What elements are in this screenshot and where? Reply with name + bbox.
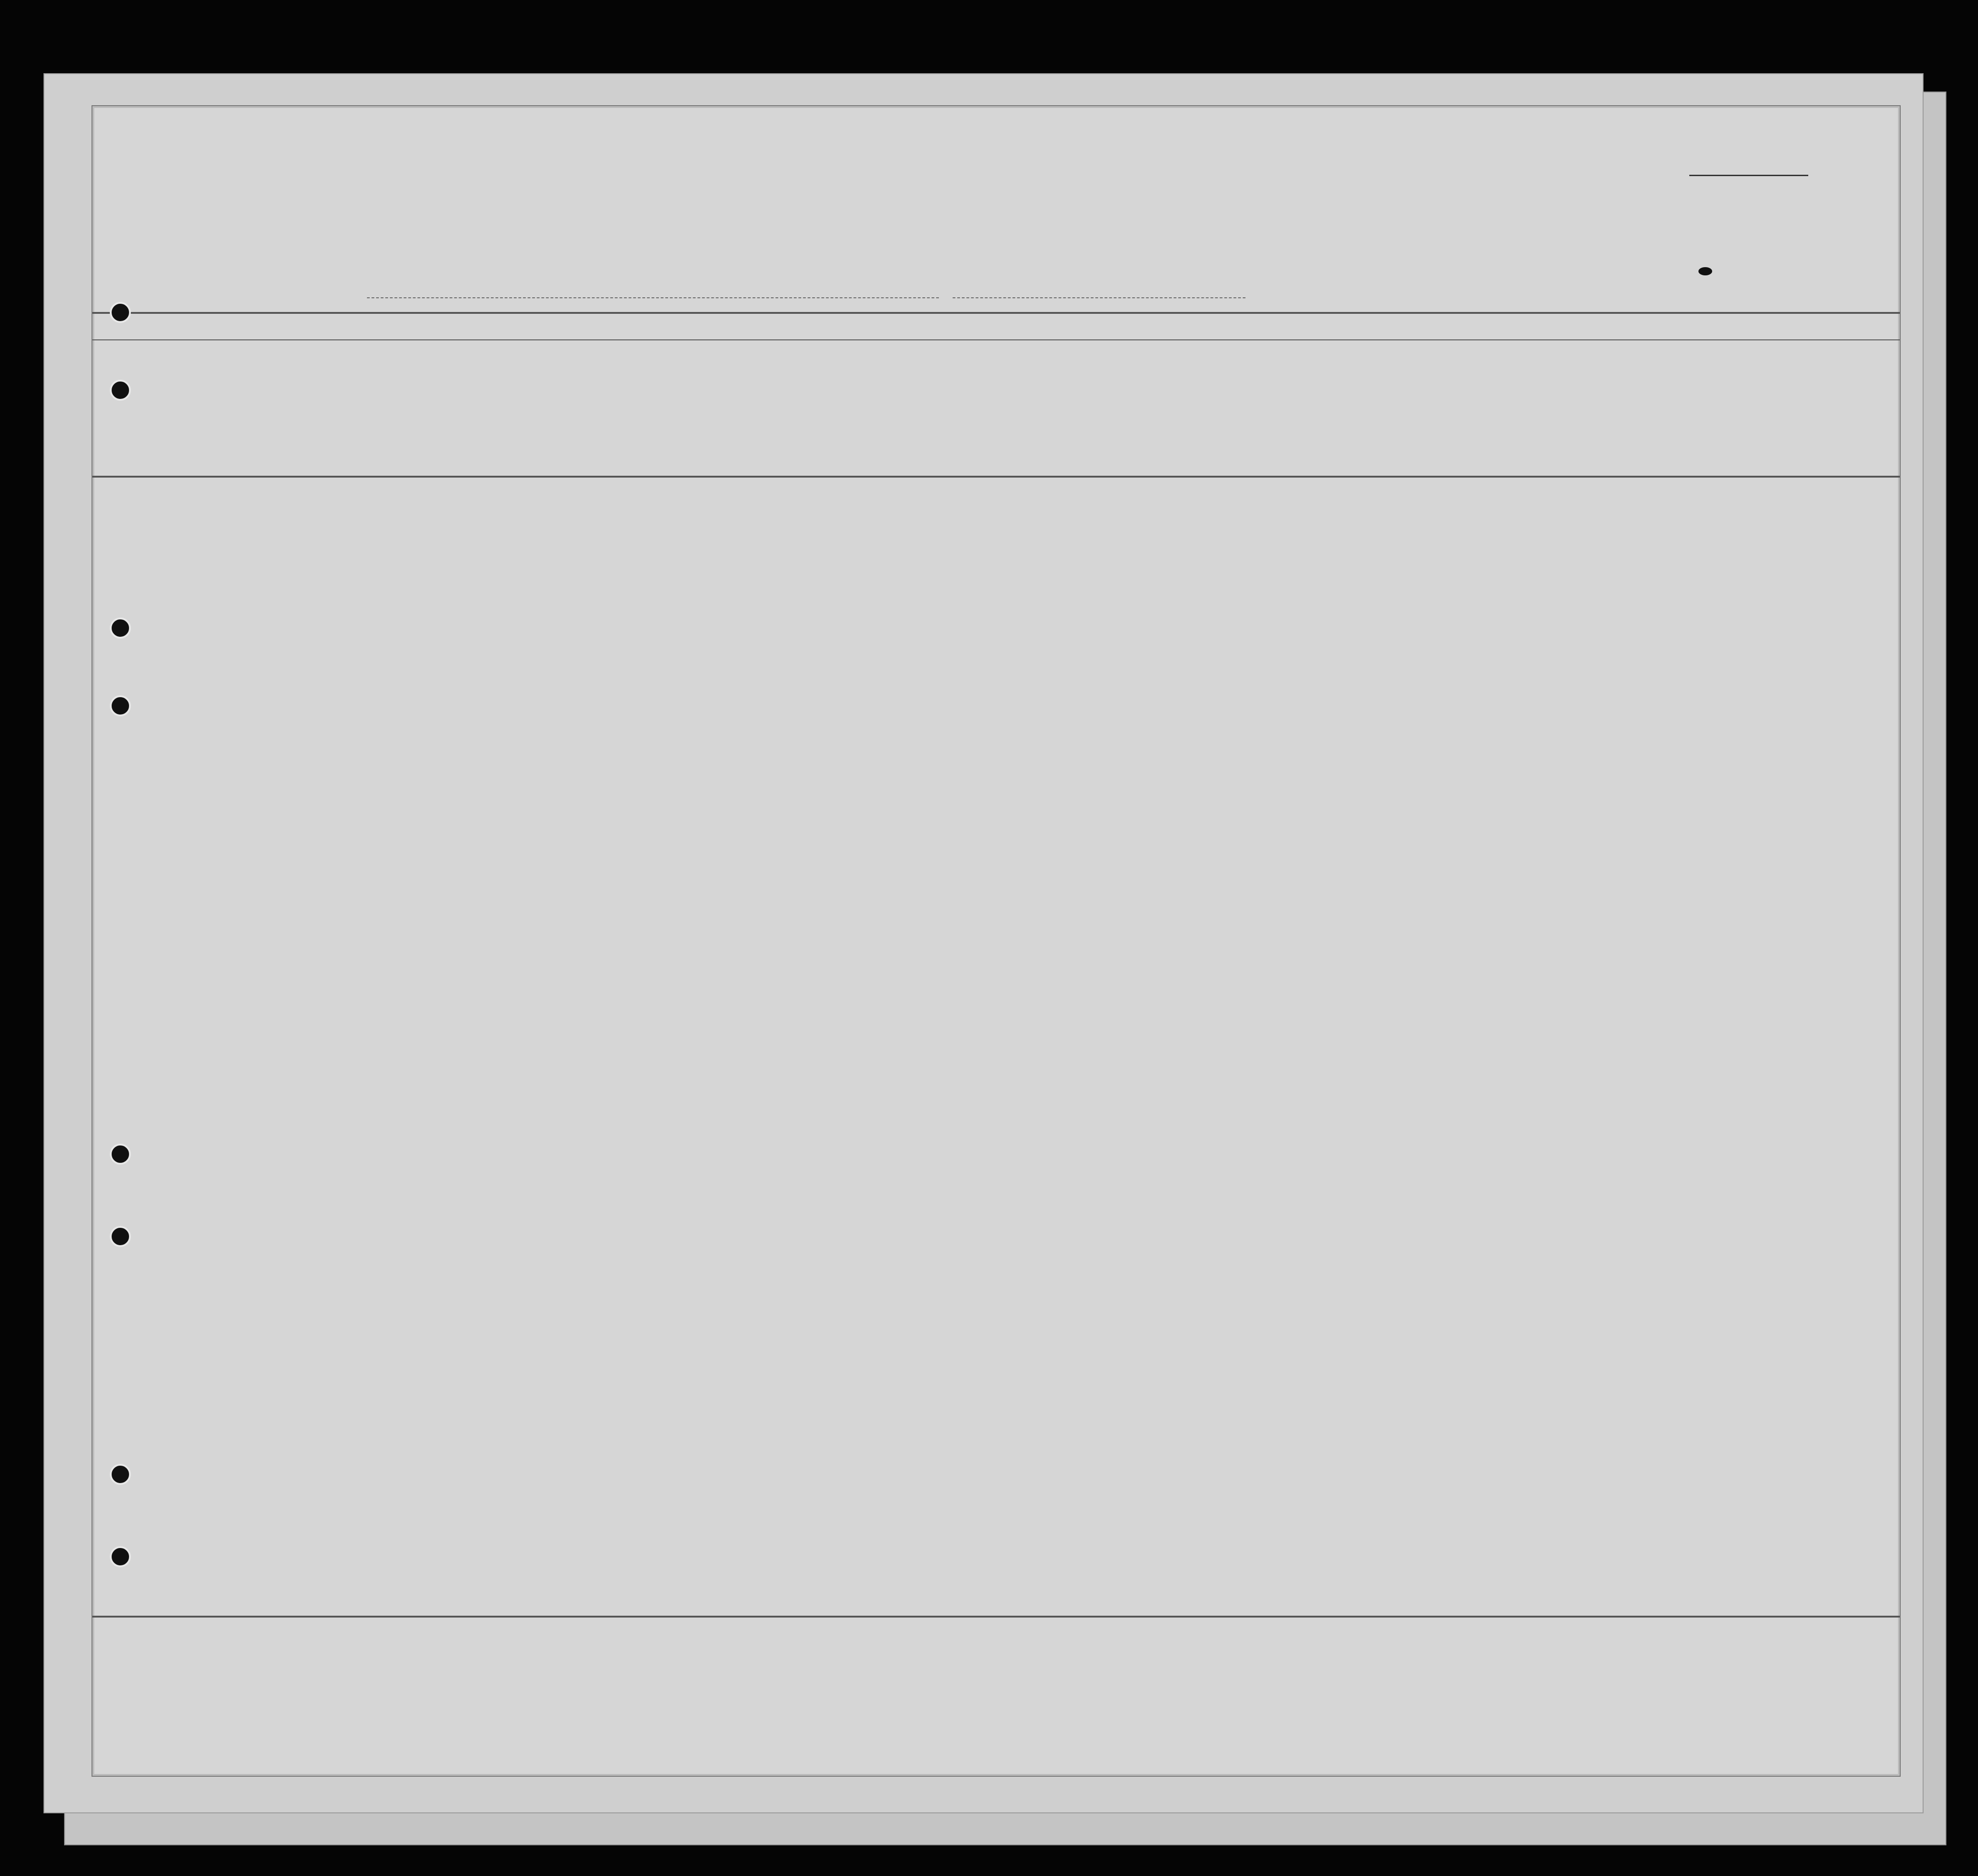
binder-hole (110, 1226, 131, 1247)
binder-hole (110, 695, 131, 716)
table-bottom-rule (92, 1616, 1900, 1618)
binder-hole (110, 1464, 131, 1485)
binder-hole (110, 380, 131, 401)
binder-hole (110, 302, 131, 323)
header-overthrow (1330, 362, 1371, 474)
table-top-rule (92, 312, 1900, 314)
binder-hole (110, 1546, 131, 1567)
header-prison (1246, 362, 1278, 474)
header-labor-offer (1374, 362, 1410, 474)
port-underline (367, 297, 939, 298)
date-underline (953, 297, 1245, 298)
header-deported (1415, 362, 1442, 474)
manifest-sheet (92, 105, 1901, 1777)
binder-hole (110, 1144, 131, 1165)
header-bottom-rule (92, 476, 1900, 478)
colnum-rule (92, 339, 1900, 340)
header-purpose-citizen (1200, 369, 1232, 474)
header-purpose-length (1149, 369, 1181, 474)
binder-hole (110, 618, 131, 639)
list-underline (1689, 175, 1808, 176)
ink-mark (1698, 267, 1712, 275)
header-purpose-return (1107, 369, 1139, 474)
